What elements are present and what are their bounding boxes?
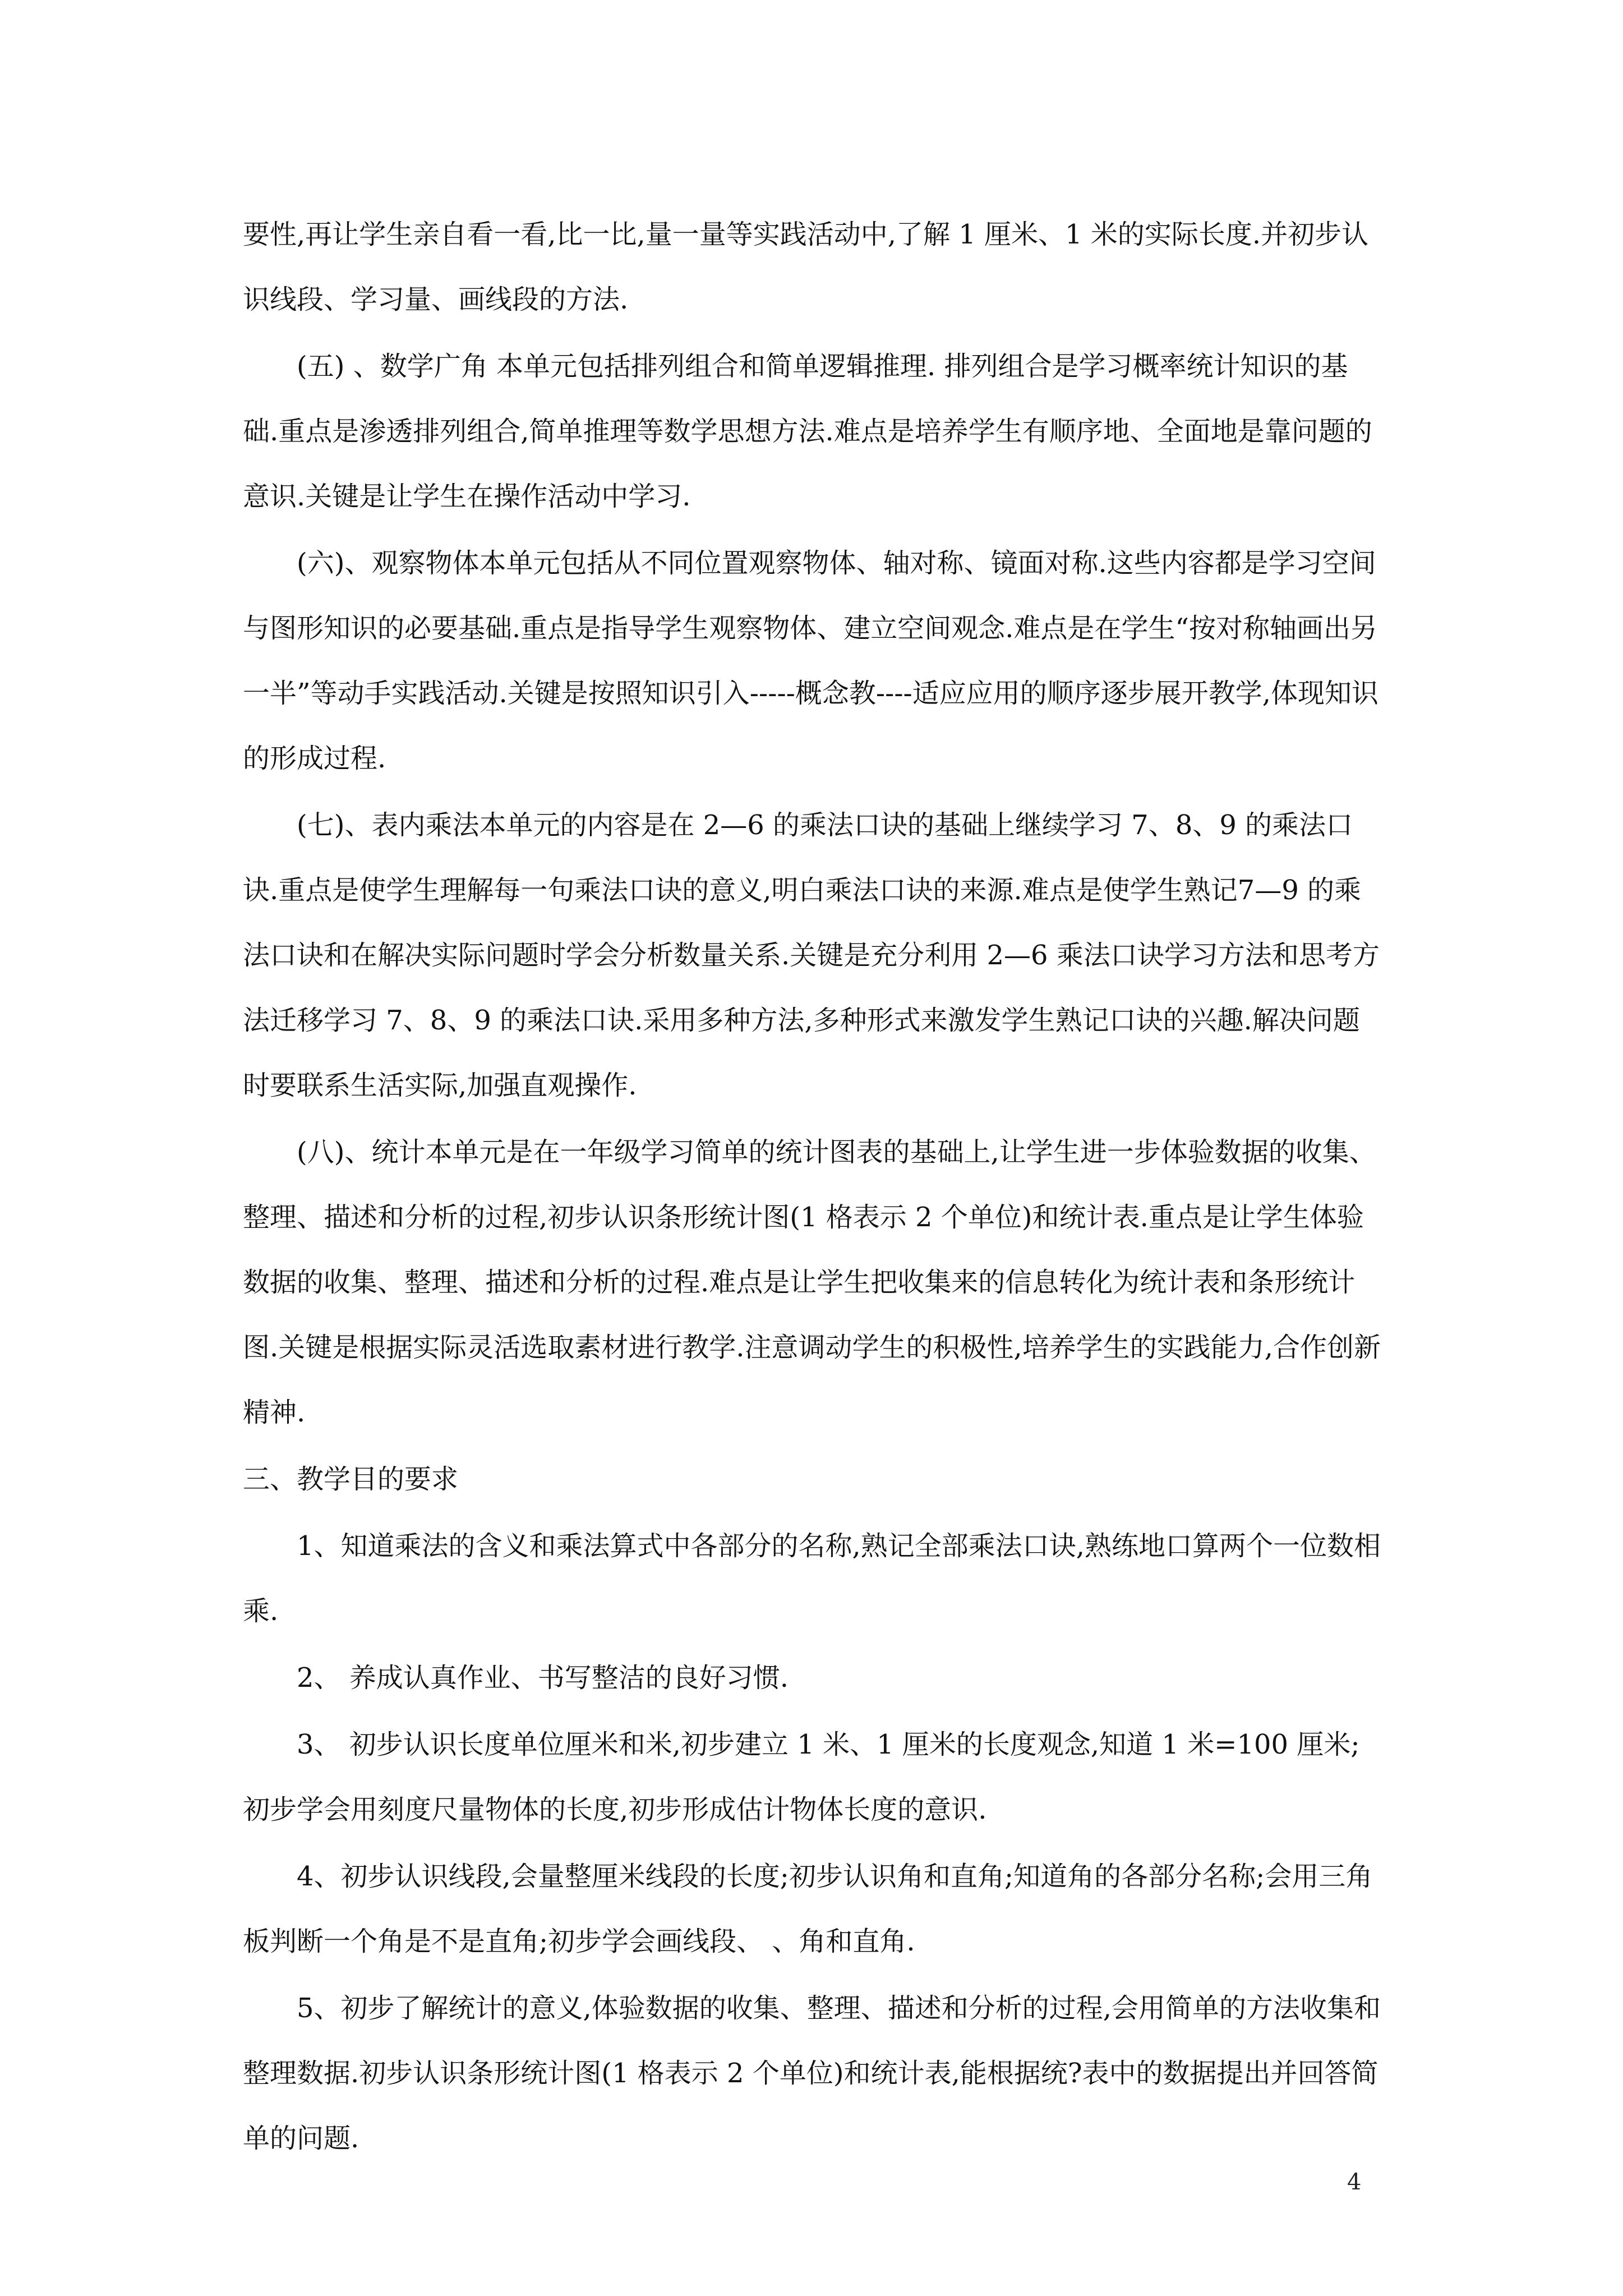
goal-item-3: 3、 初步认识长度单位厘米和米,初步建立 1 米、1 厘米的长度观念,知道 1 米=100 厘米;初步学会用刻度尺量物体的长度,初步形成估计物体长度的意识. [243,1729,1360,1825]
paragraph-section-8: (八)、统计本单元是在一年级学习简单的统计图表的基础上,让学生进一步体验数据的收集、整理、描述和分析的过程,初步认识条形统计图(1 格表示 2 个单位)和统计表.重点是让学生体验数据的收集、整理、描述和分析的过程.难点是让学生把收集来的信息转化为统计表和条形统计图.关键是根据实际灵活选取素材进行教学.注意调动学生的积极性,培养学生的实践能力,合作创新精神. [243,1137,1381,1428]
goal-item-5: 5、初步了解统计的意义,体验数据的收集、整理、描述和分析的过程,会用简单的方法收集和整理数据.初步认识条形统计图(1 格表示 2 个单位)和统计表,能根据统?表中的数据提出并回答简单的问题. [243,1993,1381,2154]
paragraph-continuation: 要性,再让学生亲自看一看,比一比,量一量等实践活动中,了解 1 厘米、1 米的实际长度.并初步认识线段、学习量、画线段的方法. [243,219,1369,315]
page-body [243,202,1381,2173]
goal-item-1: 1、知道乘法的含义和乘法算式中各部分的名称,熟记全部乘法口诀,熟练地口算两个一位数相乘. [243,1530,1381,1627]
goal-item-4: 4、初步认识线段,会量整厘米线段的长度;初步认识角和直角;知道角的各部分名称;会用三角板判断一个角是不是直角;初步学会画线段、 、角和直角. [243,1861,1373,1957]
section-heading-teaching-goals: 三、教学目的要求 [243,1464,459,1495]
goal-item-2: 2、 养成认真作业、书写整洁的良好习惯. [297,1662,789,1694]
paragraph-section-5: (五) 、数学广角 本单元包括排列组合和简单逻辑推理. 排列组合是学习概率统计知识的基础.重点是渗透排列组合,简单推理等数学思想方法.难点是培养学生有顺序地、全面地是靠问题的意识.关键是让学生在操作活动中学习. [243,351,1372,512]
page-number: 4 [1347,2169,1362,2195]
paragraph-section-7: (七)、表内乘法本单元的内容是在 2—6 的乘法口诀的基础上继续学习 7、8、9 的乘法口诀.重点是使学生理解每一句乘法口诀的意义,明白乘法口诀的来源.难点是使学生熟记7—9 的乘法口诀和在解决实际问题时学会分析数量关系.关键是充分利用 2—6 乘法口诀学习方法和思考方法迁移学习 7、8、9 的乘法口诀.采用多种方法,多种形式来激发学生熟记口诀的兴趣.解决问题时要联系生活实际,加强直观操作. [243,809,1380,1101]
paragraph-section-6: (六)、观察物体本单元包括从不同位置观察物体、轴对称、镜面对称.这些内容都是学习空间与图形知识的必要基础.重点是指导学生观察物体、建立空间观念.难点是在学生“按对称轴画出另一半”等动手实践活动.关键是按照知识引入-----概念教----适应应用的顺序逐步展开教学,体现知识的形成过程. [243,547,1379,774]
